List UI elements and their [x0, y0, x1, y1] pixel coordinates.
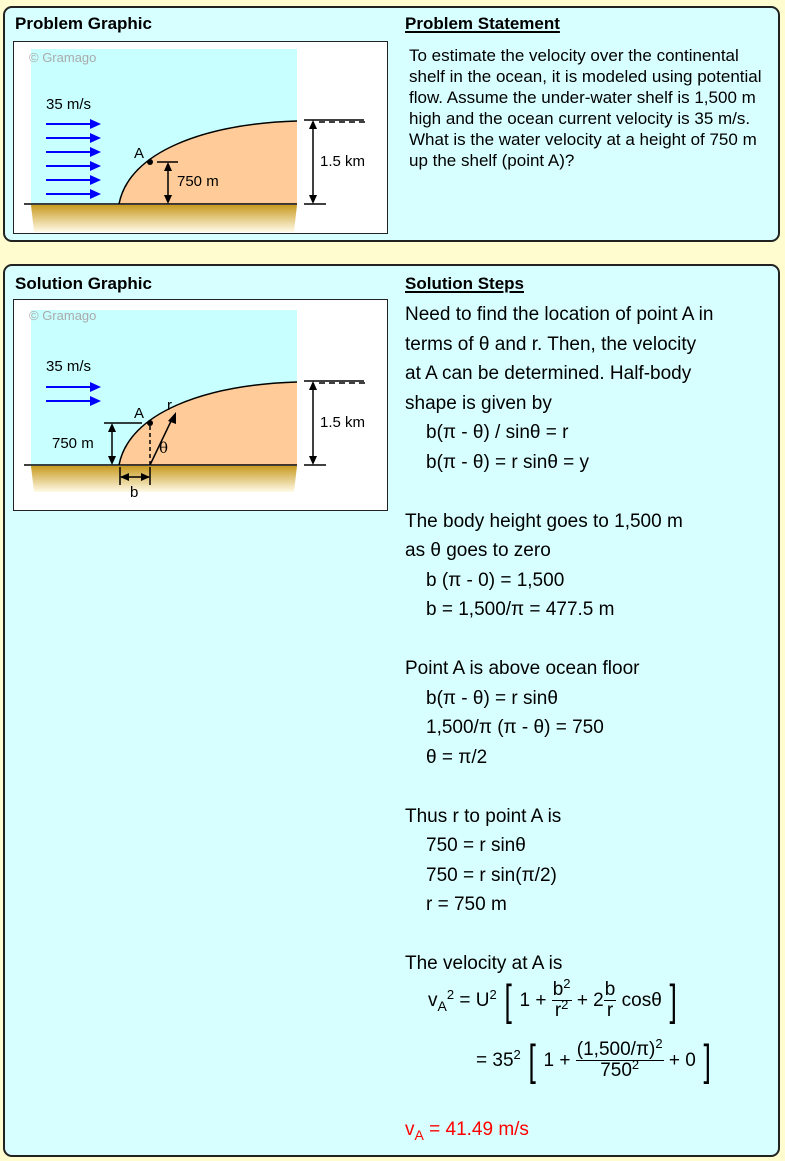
problem-panel: [3, 6, 780, 242]
problem-graphic: [13, 41, 388, 234]
step-equation: r = 750 m: [426, 894, 507, 915]
solution-panel: [3, 264, 780, 1157]
problem-graphic-heading: Problem Graphic: [15, 14, 152, 33]
point-a-marker: [147, 159, 153, 165]
step-equation: 1,500/π (π - θ) = 750: [426, 717, 604, 738]
shelf-height-label: 1.5 km: [320, 414, 366, 431]
watermark: © Gramago: [29, 50, 97, 65]
step-text: Point A is above ocean floor: [405, 658, 640, 679]
theta-label: θ: [159, 439, 169, 457]
height-label: 750 m: [52, 435, 94, 452]
step-equation: b(π - θ) / sinθ = r: [426, 422, 569, 443]
height-label: 750 m: [177, 173, 219, 190]
b-label: b: [130, 484, 139, 501]
step-equation: b(π - θ) = r sinθ: [426, 687, 558, 709]
step-text: shape is given by: [405, 392, 552, 414]
velocity-label: 35 m/s: [46, 96, 92, 113]
step-text: Thus r to point A is: [405, 805, 562, 827]
velocity-substitution: = $35^2$ [ 1 + $\frac{(1,500/\pi)^2}{750^2}$ + 0 ]: [476, 1035, 711, 1085]
step-text: terms of θ and r. Then, the velocity: [405, 333, 697, 355]
step-equation: 750 = r sin(π/2): [426, 864, 557, 886]
velocity-equation: $v_A^2 = U^2$ [ 1 + $\frac{b^2}{r^2}$ + 2 $\frac{b}{r}$ cosθ ]: [428, 975, 677, 1025]
step-equation: b(π - θ) = r sinθ = y: [426, 451, 590, 473]
solution-steps-heading: Solution Steps: [405, 274, 524, 293]
step-text: The velocity at A is: [405, 953, 563, 974]
step-text: Need to find the location of point A in: [405, 304, 714, 325]
solution-steps: [405, 300, 775, 1144]
watermark: © Gramago: [29, 308, 97, 323]
ocean-floor: [31, 205, 297, 232]
step-equation: b (π - 0) = 1,500: [426, 569, 565, 591]
step-text: The body height goes to 1,500 m: [405, 510, 683, 532]
step-text: at A can be determined. Half-body: [405, 363, 692, 384]
solution-graphic-heading: Solution Graphic: [15, 274, 152, 293]
step-equation: 750 = r sinθ: [426, 835, 526, 856]
shelf-height-label: 1.5 km: [320, 153, 366, 170]
point-a-label: A: [134, 405, 145, 422]
velocity-label: 35 m/s: [46, 358, 92, 375]
point-a-label: A: [134, 145, 145, 162]
step-equation: θ = π/2: [426, 746, 488, 768]
solution-graphic: [13, 299, 388, 511]
step-equation: b = 1,500/π = 477.5 m: [426, 599, 615, 620]
step-text: as θ goes to zero: [405, 540, 551, 561]
final-answer: $v_A = 41.49$ m/s: [405, 1118, 529, 1143]
problem-statement-text: To estimate the velocity over the continental shelf in the ocean, it is modeled using potential flow. Assume the under-water shelf is 1,500 m high and the ocean current velocity is 35 m/s. What is the water velocity at a height of 750 m up the shelf (point A)?: [409, 46, 762, 170]
point-a-marker: [147, 420, 153, 426]
ocean-floor: [31, 466, 297, 492]
r-label: r: [167, 397, 172, 414]
problem-statement-heading: Problem Statement: [405, 14, 560, 33]
